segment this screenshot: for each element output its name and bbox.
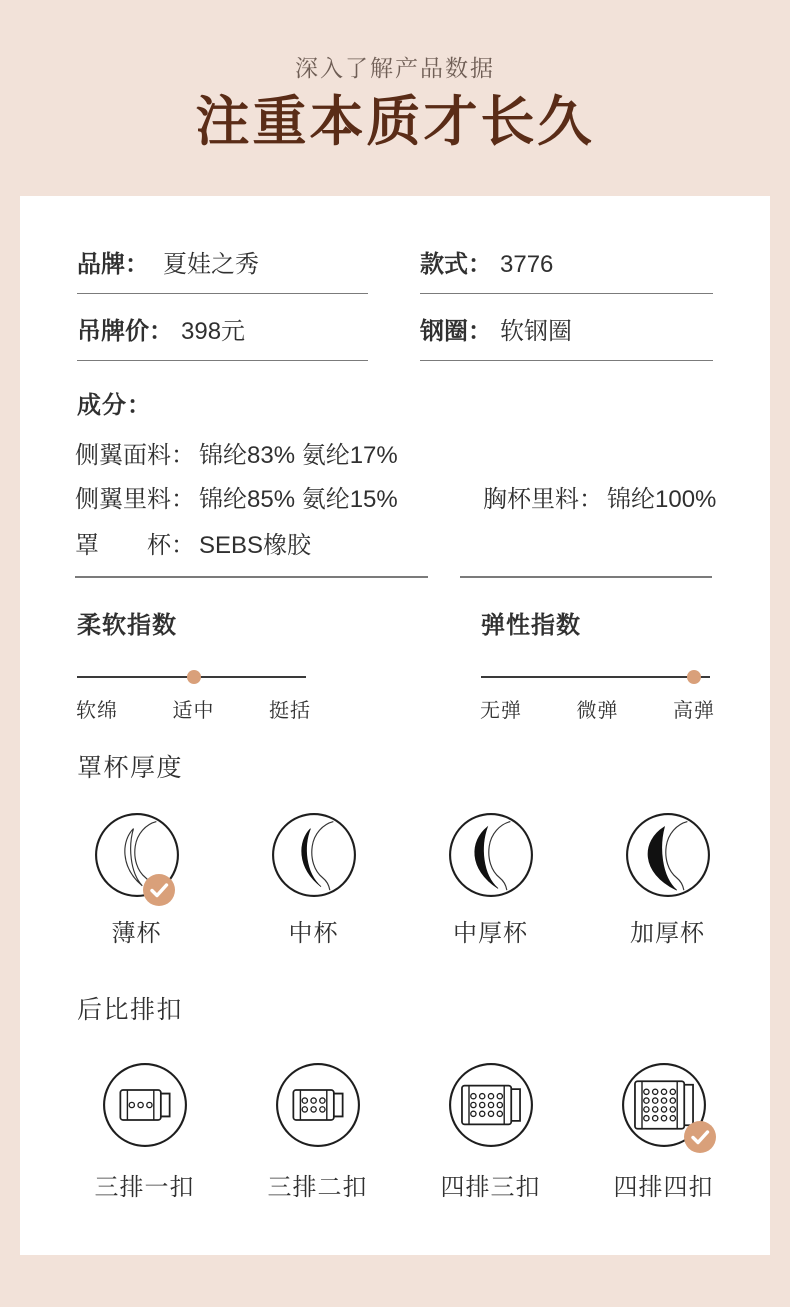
spec-style-value: 3776	[500, 251, 554, 278]
spec-underwire-label: 钢圈：	[420, 318, 492, 345]
spec-underwire-value: 软钢圈	[500, 318, 572, 345]
composition-label: 侧翼里料：	[75, 486, 195, 513]
elasticity-level-label: 微弹	[576, 700, 619, 722]
spec-underwire	[420, 316, 713, 361]
softness-level-label: 软绵	[76, 700, 118, 722]
composition-value: 锦纶83% 氨纶17%	[199, 442, 398, 469]
page-subtitle: 深入了解产品数据	[295, 55, 495, 81]
check-badge-icon	[143, 874, 175, 906]
spec-brand-value: 夏娃之秀	[163, 251, 259, 278]
hook-option	[404, 1061, 577, 1204]
hook-option	[231, 1061, 404, 1204]
spec-style	[420, 249, 713, 294]
check-badge-icon	[684, 1121, 716, 1153]
hook-rows-title: 后比排扣	[77, 996, 184, 1024]
cup-option	[48, 811, 225, 950]
spec-tag-price-value: 398元	[181, 318, 246, 345]
divider-line	[460, 576, 712, 578]
composition-line	[483, 484, 716, 516]
three-row-one-hook-icon	[101, 1061, 189, 1149]
composition-line	[75, 530, 311, 562]
cup-option	[402, 811, 579, 950]
elasticity-level-label: 无弹	[480, 700, 522, 722]
page-title: 注重本质才长久	[195, 92, 595, 152]
hook-option	[577, 1061, 750, 1204]
hook-option	[58, 1061, 231, 1204]
hook-rows-options	[58, 1061, 750, 1204]
softness-levels	[76, 697, 311, 725]
elasticity-level-label: 高弹	[673, 700, 715, 722]
cup-option-label: 加厚杯	[630, 920, 705, 947]
divider-line	[75, 576, 428, 578]
cup-thickness-title: 罩杯厚度	[77, 754, 184, 782]
cup-option	[225, 811, 402, 950]
cup-option-label: 中厚杯	[453, 920, 528, 947]
spec-tag-price	[77, 316, 368, 361]
extra-thick-cup-icon	[624, 811, 712, 899]
medium-cup-icon	[270, 811, 358, 899]
hook-option-label: 三排二扣	[267, 1174, 368, 1201]
elasticity-title: 弹性指数	[481, 612, 581, 639]
softness-marker	[187, 670, 201, 684]
softness-title: 柔软指数	[77, 612, 177, 639]
composition-label: 罩 杯：	[75, 532, 195, 559]
three-row-two-hook-icon	[274, 1061, 362, 1149]
hook-option-label: 四排三扣	[440, 1174, 541, 1201]
composition-line	[75, 484, 398, 516]
medium-thick-cup-icon	[447, 811, 535, 899]
composition-label: 胸杯里料：	[483, 486, 603, 513]
elasticity-index	[481, 610, 714, 730]
elasticity-track	[481, 676, 710, 678]
hook-option-label: 四排四扣	[613, 1174, 714, 1201]
softness-level-label: 挺括	[269, 700, 311, 722]
softness-index	[77, 610, 310, 730]
spec-tag-price-label: 吊牌价：	[77, 318, 173, 345]
cup-option	[579, 811, 756, 950]
elasticity-marker	[687, 670, 701, 684]
cup-option-label: 薄杯	[111, 920, 162, 947]
elasticity-levels	[480, 697, 715, 725]
composition-line	[75, 440, 398, 472]
softness-level-label: 适中	[172, 700, 215, 722]
composition-title: 成分：	[77, 392, 152, 419]
spec-brand	[77, 249, 368, 294]
spec-brand-label: 品牌：	[77, 251, 149, 278]
icon-ring	[277, 1064, 359, 1146]
composition-value: 锦纶100%	[607, 486, 717, 513]
cup-thickness-options	[48, 811, 756, 950]
cup-option-label: 中杯	[288, 920, 339, 947]
four-row-three-hook-icon	[447, 1061, 535, 1149]
spec-style-label: 款式：	[420, 251, 492, 278]
composition-value: SEBS橡胶	[199, 532, 312, 559]
composition-value: 锦纶85% 氨纶15%	[199, 486, 398, 513]
icon-ring	[273, 814, 355, 896]
hook-option-label: 三排一扣	[94, 1174, 195, 1201]
composition-label: 侧翼面料：	[75, 442, 195, 469]
icon-ring	[104, 1064, 186, 1146]
